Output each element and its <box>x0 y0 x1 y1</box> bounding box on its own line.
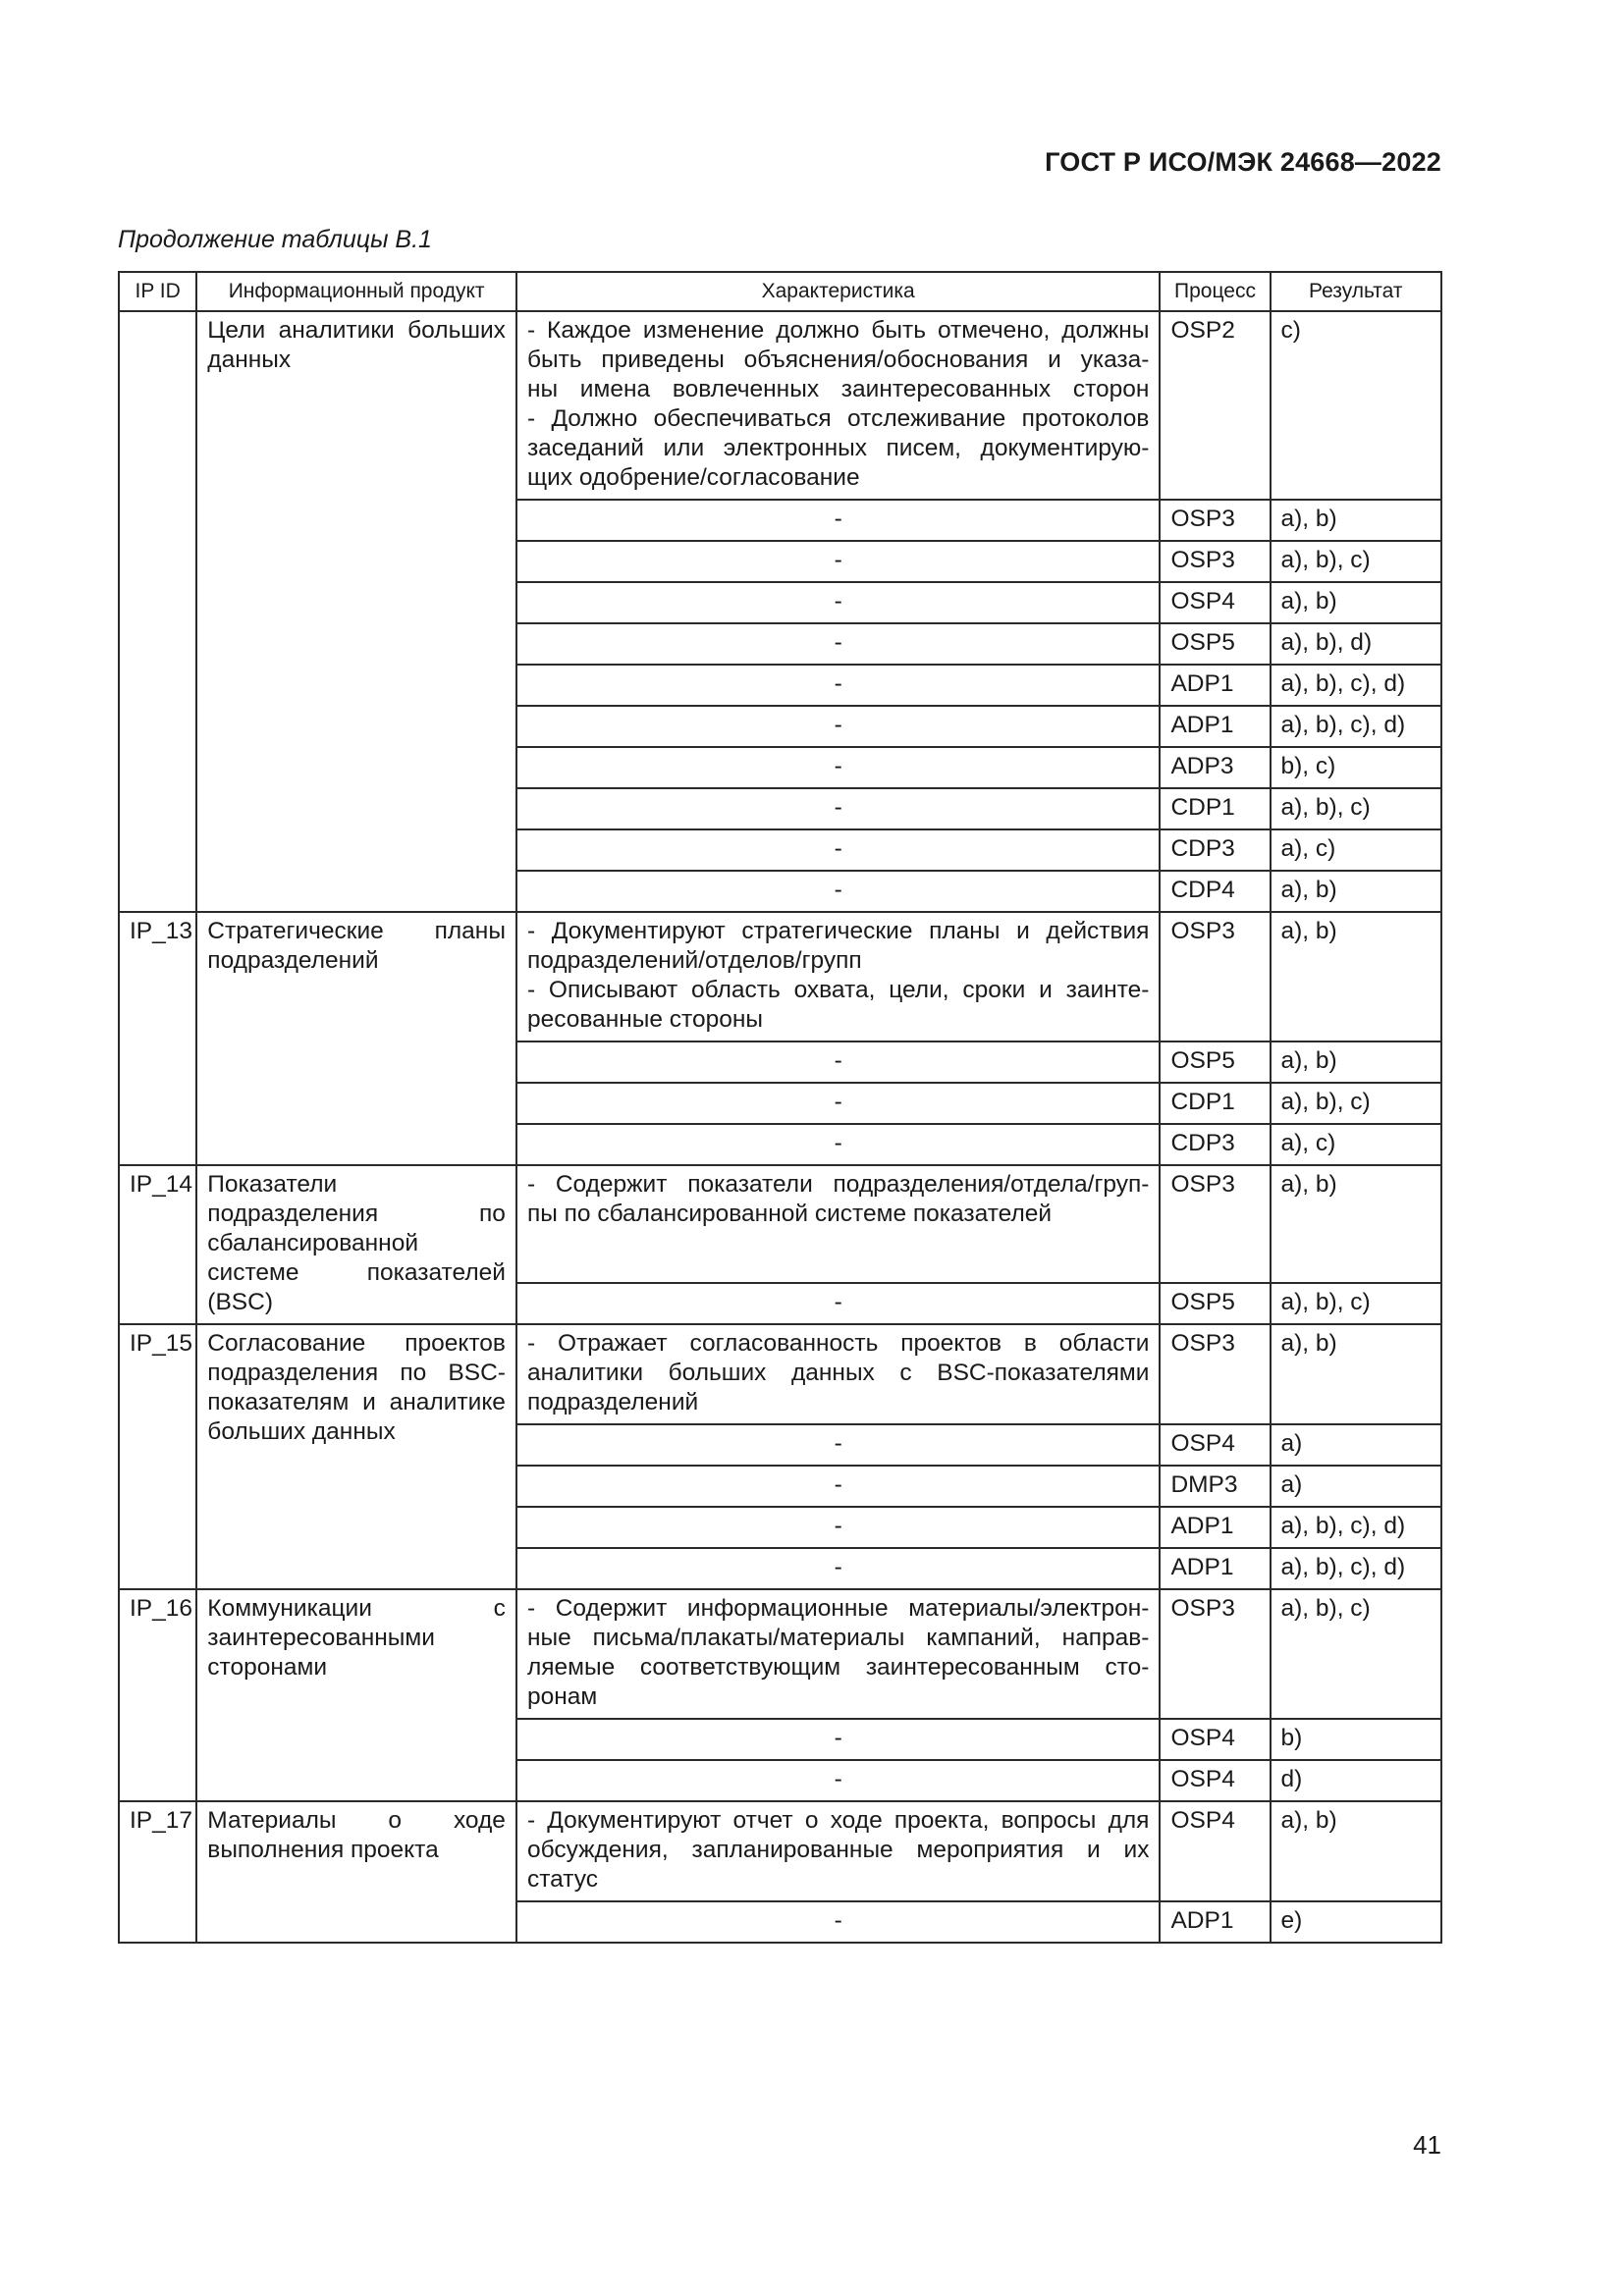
cell-characteristic: - <box>516 1548 1161 1589</box>
cell-ip-id: IP_16 <box>119 1589 196 1801</box>
cell-result: a) <box>1271 1466 1441 1507</box>
characteristic-line: ресованные стороны <box>526 1006 764 1033</box>
cell-process: OSP5 <box>1160 623 1270 665</box>
cell-process: CDP1 <box>1160 788 1270 829</box>
characteristic-line: заседаний или электронных писем, документирую- <box>526 435 1150 461</box>
cell-ip-id: IP_17 <box>119 1801 196 1943</box>
cell-characteristic: - <box>516 1901 1161 1943</box>
cell-process: ADP1 <box>1160 706 1270 747</box>
table-row <box>119 1165 1441 1283</box>
table-row <box>119 912 1441 1041</box>
cell-result: a), b), d) <box>1271 623 1441 665</box>
cell-result: a), b) <box>1271 871 1441 912</box>
cell-characteristic <box>516 1801 1161 1901</box>
table-row <box>119 1589 1441 1719</box>
cell-result: d) <box>1271 1760 1441 1801</box>
cell-process: OSP3 <box>1160 1165 1270 1283</box>
cell-characteristic: - <box>516 1083 1161 1124</box>
characteristic-line: статус <box>526 1866 598 1893</box>
cell-characteristic: - <box>516 1760 1161 1801</box>
cell-process: OSP4 <box>1160 582 1270 623</box>
characteristic-line: обсуждения, запланированные мероприятия и их <box>526 1837 1150 1863</box>
cell-result: a), c) <box>1271 1124 1441 1165</box>
cell-result: e) <box>1271 1901 1441 1943</box>
column-header-process: Процесс <box>1160 272 1270 311</box>
cell-characteristic <box>516 1324 1161 1424</box>
cell-characteristic: - <box>516 788 1161 829</box>
table-body <box>119 311 1441 1943</box>
cell-process: ADP1 <box>1160 1901 1270 1943</box>
cell-result: a) <box>1271 1424 1441 1466</box>
characteristic-line: - Содержит информационные материалы/электрон- <box>526 1595 1150 1622</box>
cell-process: ADP1 <box>1160 665 1270 706</box>
cell-result: a), b) <box>1271 1324 1441 1424</box>
page-number: 41 <box>1413 2130 1441 2160</box>
cell-characteristic: - <box>516 500 1161 541</box>
cell-characteristic: - <box>516 1507 1161 1548</box>
cell-result: a), b) <box>1271 582 1441 623</box>
cell-process: OSP4 <box>1160 1424 1270 1466</box>
cell-result: a), b), c), d) <box>1271 1507 1441 1548</box>
cell-ip-id: IP_13 <box>119 912 196 1165</box>
cell-product: Стратегические планы подразделений <box>196 912 516 1165</box>
cell-result: a), b) <box>1271 1801 1441 1901</box>
cell-result: a), b), c) <box>1271 1283 1441 1324</box>
cell-process: ADP1 <box>1160 1507 1270 1548</box>
cell-process: OSP3 <box>1160 541 1270 582</box>
cell-process: OSP3 <box>1160 1324 1270 1424</box>
characteristic-line: подразделений/отделов/групп <box>526 947 862 974</box>
cell-process: OSP4 <box>1160 1760 1270 1801</box>
column-header-characteristic: Характеристика <box>516 272 1161 311</box>
cell-characteristic: - <box>516 1283 1161 1324</box>
characteristic-line: - Каждое изменение должно быть отмечено, должны <box>526 317 1150 344</box>
table-row <box>119 1801 1441 1901</box>
characteristic-line: ные письма/плакаты/материалы кампаний, направ- <box>526 1625 1150 1651</box>
cell-result: b) <box>1271 1719 1441 1760</box>
table-caption: Продолжение таблицы B.1 <box>118 226 432 253</box>
cell-characteristic: - <box>516 541 1161 582</box>
column-header-ip-id: IP ID <box>119 272 196 311</box>
cell-process: OSP3 <box>1160 1589 1270 1719</box>
cell-result: a), b), c) <box>1271 541 1441 582</box>
cell-result: a), b), c) <box>1271 788 1441 829</box>
table-row <box>119 1324 1441 1424</box>
document-header: ГОСТ Р ИСО/МЭК 24668—2022 <box>1045 147 1441 177</box>
characteristic-line: - Должно обеспечиваться отслеживание протоколов <box>526 405 1150 432</box>
cell-process: OSP5 <box>1160 1041 1270 1083</box>
cell-result: b), c) <box>1271 747 1441 788</box>
characteristic-line: подразделений <box>526 1389 699 1415</box>
cell-process: ADP3 <box>1160 747 1270 788</box>
characteristic-line: ронам <box>526 1683 598 1710</box>
cell-process: CDP3 <box>1160 1124 1270 1165</box>
cell-process: CDP1 <box>1160 1083 1270 1124</box>
cell-process: OSP2 <box>1160 311 1270 500</box>
characteristic-line: щих одобрение/согласование <box>526 464 860 491</box>
table-header-row <box>119 272 1441 311</box>
cell-result: a), b), c), d) <box>1271 706 1441 747</box>
characteristic-line: пы по сбалансированной системе показателей <box>526 1201 1053 1227</box>
cell-result: a), b), c), d) <box>1271 1548 1441 1589</box>
cell-result: a), b) <box>1271 500 1441 541</box>
cell-result: a), b), c), d) <box>1271 665 1441 706</box>
cell-ip-id: IP_15 <box>119 1324 196 1589</box>
cell-result: a), b), c) <box>1271 1083 1441 1124</box>
cell-characteristic: - <box>516 1466 1161 1507</box>
cell-process: CDP4 <box>1160 871 1270 912</box>
cell-characteristic <box>516 912 1161 1041</box>
cell-characteristic: - <box>516 582 1161 623</box>
cell-result: a), b) <box>1271 1165 1441 1283</box>
characteristic-line: - Описывают область охвата, цели, сроки и заинте- <box>526 977 1150 1003</box>
cell-result: a), b) <box>1271 1041 1441 1083</box>
column-header-product: Информационный продукт <box>196 272 516 311</box>
characteristic-line: - Содержит показатели подразделения/отдела/груп- <box>526 1171 1150 1198</box>
cell-characteristic <box>516 1589 1161 1719</box>
cell-characteristic <box>516 1165 1161 1283</box>
cell-process: OSP3 <box>1160 912 1270 1041</box>
cell-result: a), b), c) <box>1271 1589 1441 1719</box>
cell-product: Показатели подразделения по сбалансированной системе показателей (BSC) <box>196 1165 516 1324</box>
cell-result: c) <box>1271 311 1441 500</box>
data-table <box>118 271 1442 1944</box>
cell-characteristic <box>516 311 1161 500</box>
cell-process: ADP1 <box>1160 1548 1270 1589</box>
characteristic-line: - Отражает согласованность проектов в области <box>526 1330 1150 1357</box>
column-header-result: Результат <box>1271 272 1441 311</box>
cell-characteristic: - <box>516 747 1161 788</box>
cell-process: OSP3 <box>1160 500 1270 541</box>
cell-characteristic: - <box>516 623 1161 665</box>
cell-characteristic: - <box>516 829 1161 871</box>
cell-product: Коммуникации с заинтересованными сторонами <box>196 1589 516 1801</box>
characteristic-line: ляемые соответствующим заинтересованным сто- <box>526 1654 1150 1681</box>
cell-process: CDP3 <box>1160 829 1270 871</box>
cell-product: Согласование проектов подразделения по BSC-показателям и аналитике больших данных <box>196 1324 516 1589</box>
cell-process: OSP4 <box>1160 1719 1270 1760</box>
cell-characteristic: - <box>516 706 1161 747</box>
characteristic-line: аналитики больших данных с BSC-показателями <box>526 1360 1150 1386</box>
cell-ip-id <box>119 311 196 912</box>
cell-characteristic: - <box>516 1041 1161 1083</box>
cell-process: OSP5 <box>1160 1283 1270 1324</box>
cell-characteristic: - <box>516 1719 1161 1760</box>
cell-process: OSP4 <box>1160 1801 1270 1901</box>
characteristic-line: - Документируют отчет о ходе проекта, вопросы для <box>526 1807 1150 1834</box>
cell-process: DMP3 <box>1160 1466 1270 1507</box>
table-row <box>119 311 1441 500</box>
cell-characteristic: - <box>516 871 1161 912</box>
cell-characteristic: - <box>516 1124 1161 1165</box>
cell-result: a), b) <box>1271 912 1441 1041</box>
cell-ip-id: IP_14 <box>119 1165 196 1324</box>
cell-characteristic: - <box>516 1424 1161 1466</box>
cell-product: Материалы о ходе выполнения проекта <box>196 1801 516 1943</box>
characteristic-line: - Документируют стратегические планы и действия <box>526 918 1150 944</box>
cell-product: Цели аналитики больших данных <box>196 311 516 912</box>
cell-result: a), c) <box>1271 829 1441 871</box>
characteristic-line: ны имена вовлеченных заинтересованных сторон <box>526 376 1150 402</box>
characteristic-line: быть приведены объяснения/обоснования и указа- <box>526 347 1150 373</box>
cell-characteristic: - <box>516 665 1161 706</box>
